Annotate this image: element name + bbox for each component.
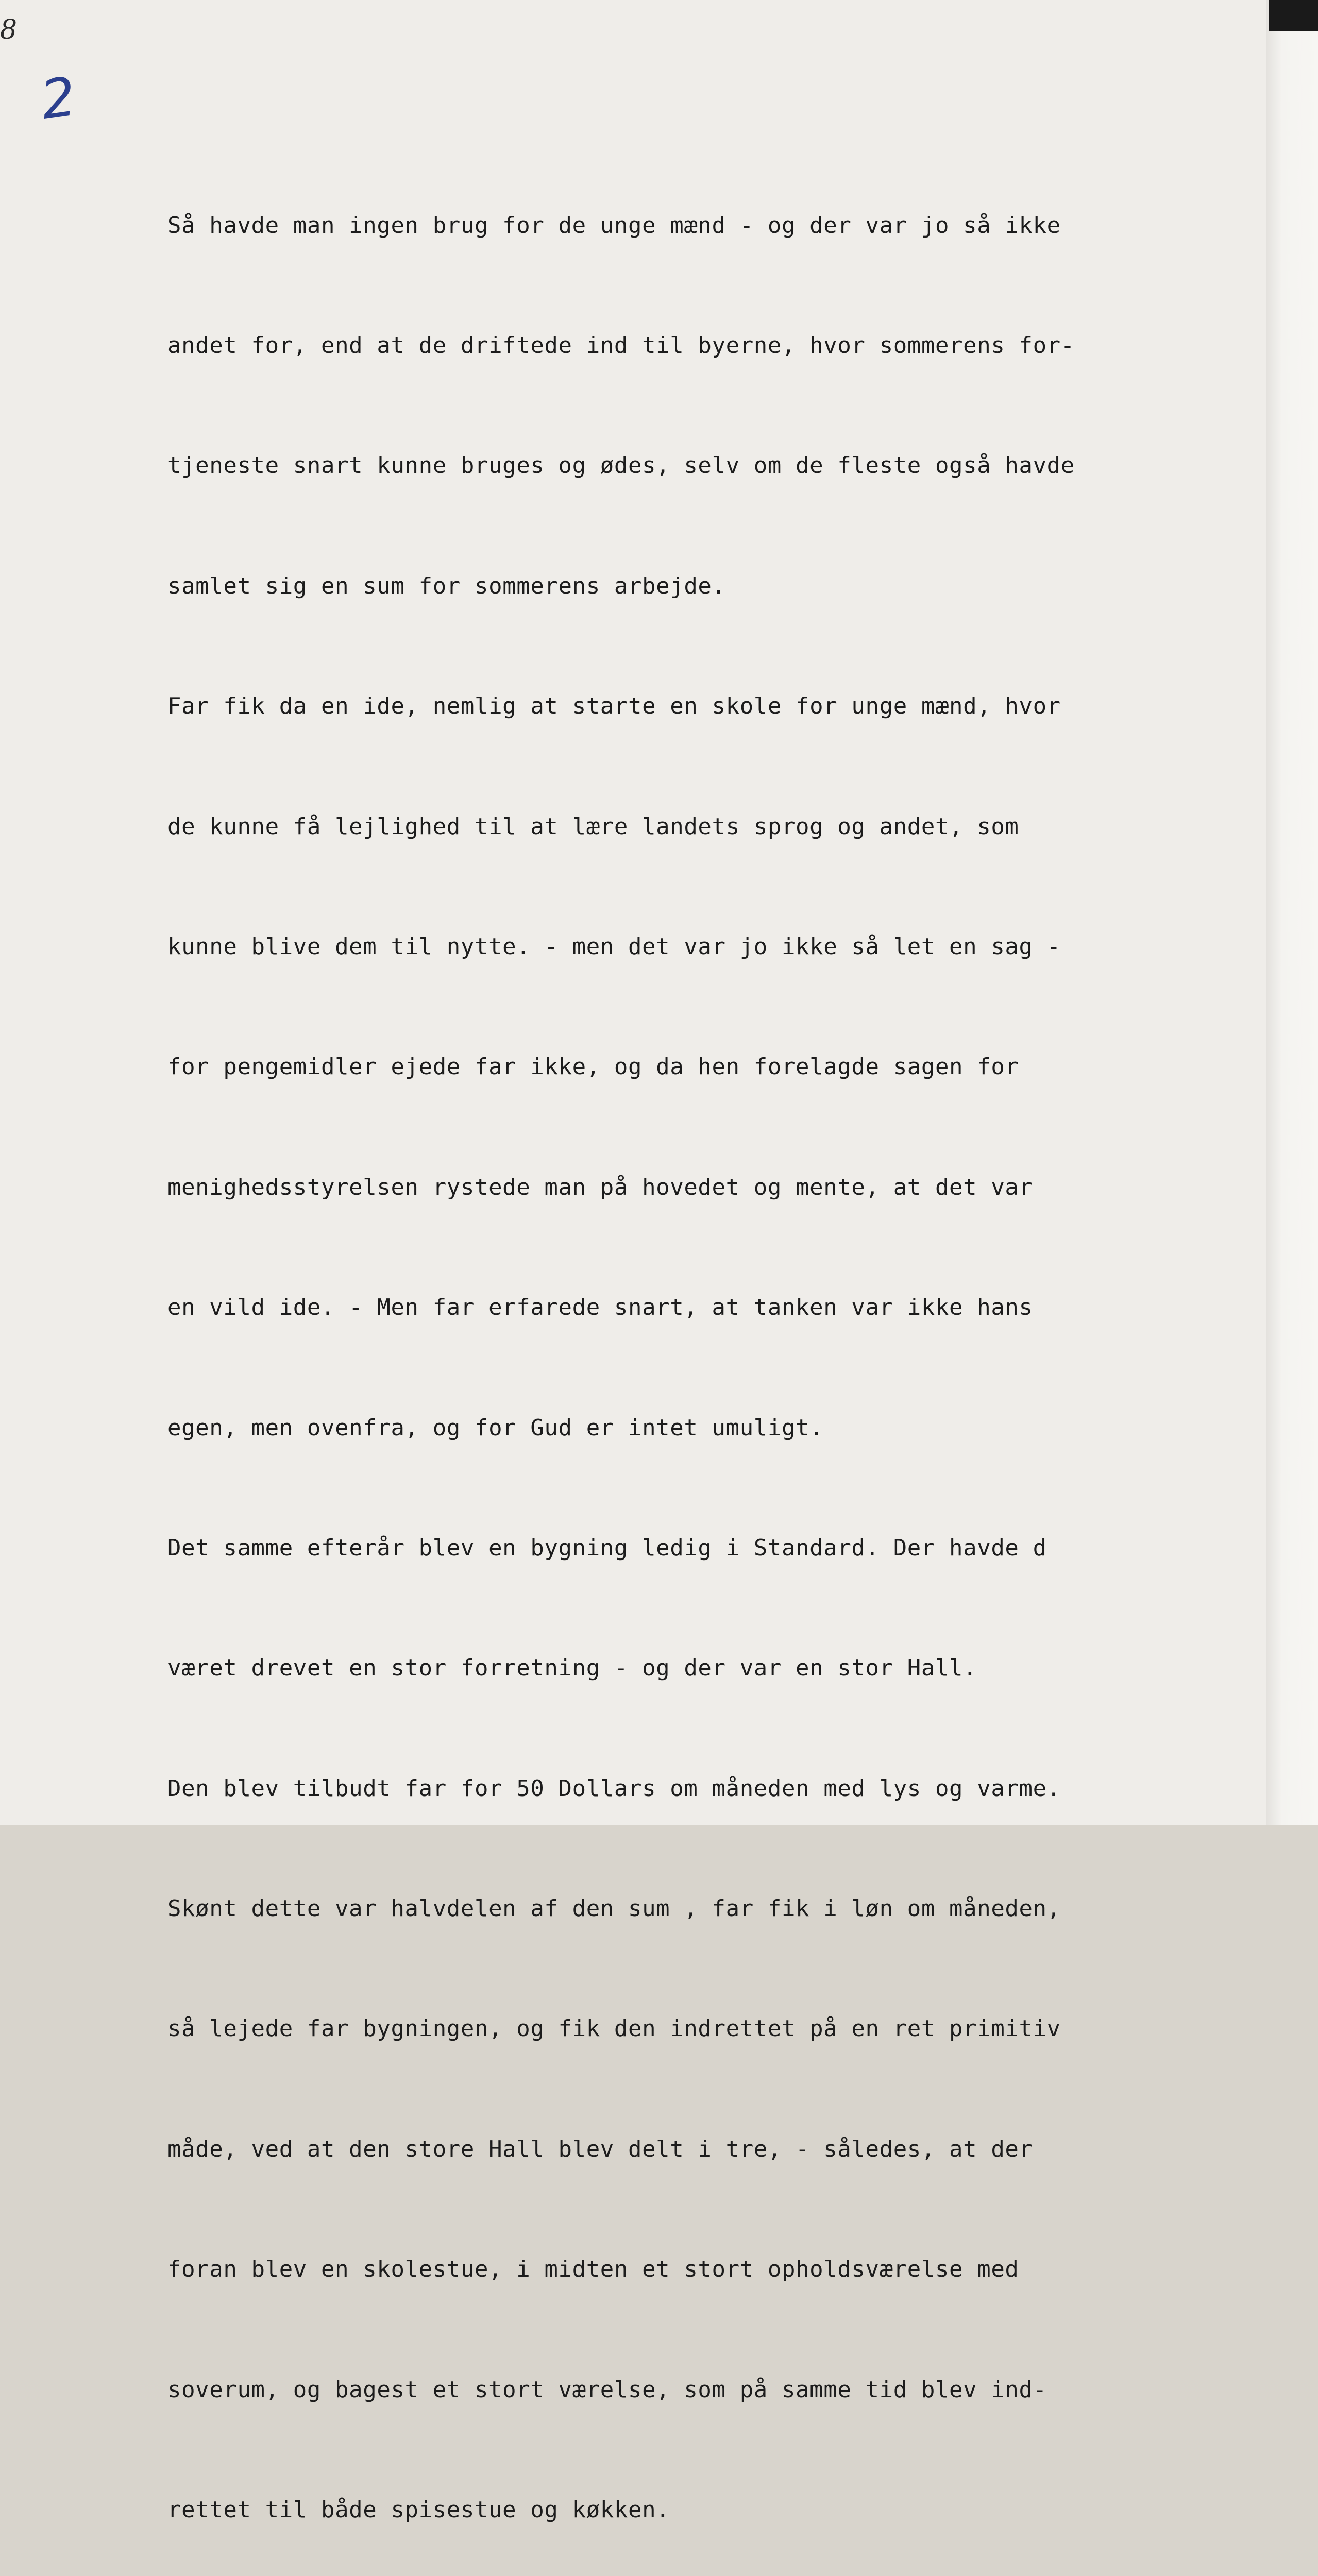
text-line: så lejede far bygningen, og fik den indrettet på en ret primitiv [167, 2015, 1061, 2042]
handwritten-page-number: 2 [37, 64, 80, 132]
scan-edge [1266, 0, 1318, 1825]
text-line: Far fik da en ide, nemlig at starte en skole for unge mænd, hvor [167, 693, 1061, 720]
text-line: Skønt dette var halvdelen af den sum , far fik i løn om måneden, [167, 1895, 1061, 1922]
text-line: rettet til både spisestue og køkken. [167, 2497, 670, 2523]
text-line: en vild ide. - Men far erfarede snart, at tanken var ikke hans [167, 1294, 1033, 1321]
scan-corner-mark [1269, 0, 1318, 31]
text-line: de kunne få lejlighed til at lære landets sprog og andet, som [167, 813, 1019, 840]
text-line: menighedsstyrelsen rystede man på hovedet og mente, at det var [167, 1174, 1033, 1200]
text-line: for pengemidler ejede far ikke, og da hen forelagde sagen for [167, 1054, 1019, 1080]
typewritten-text [167, 125, 1255, 2576]
text-line: kunne blive dem til nytte. - men det var jo ikke så let en sag - [167, 933, 1061, 960]
text-line: foran blev en skolestue, i midten et stort opholdsværelse med [167, 2256, 1019, 2283]
text-line: Det samme efterår blev en bygning ledig i Standard. Der havde d [167, 1534, 1047, 1561]
text-line: været drevet en stor forretning - og der var en stor Hall. [167, 1655, 977, 1682]
text-line: Så havde man ingen brug for de unge mænd - og der var jo så ikke [167, 212, 1061, 239]
margin-page-number: 8 [0, 14, 18, 45]
text-line: måde, ved at den store Hall blev delt i tre, - således, at der [167, 2136, 1033, 2162]
text-line: egen, men ovenfra, og for Gud er intet umuligt. [167, 1414, 824, 1441]
text-line: soverum, og bagest et stort værelse, som på samme tid blev ind- [167, 2376, 1047, 2403]
text-line: andet for, end at de driftede ind til byerne, hvor sommerens for- [167, 332, 1075, 359]
text-line: Den blev tilbudt far for 50 Dollars om måneden med lys og varme. [167, 1775, 1061, 1802]
text-line: samlet sig en sum for sommerens arbejde. [167, 572, 726, 599]
text-line: tjeneste snart kunne bruges og ødes, selv om de fleste også havde [167, 452, 1075, 479]
